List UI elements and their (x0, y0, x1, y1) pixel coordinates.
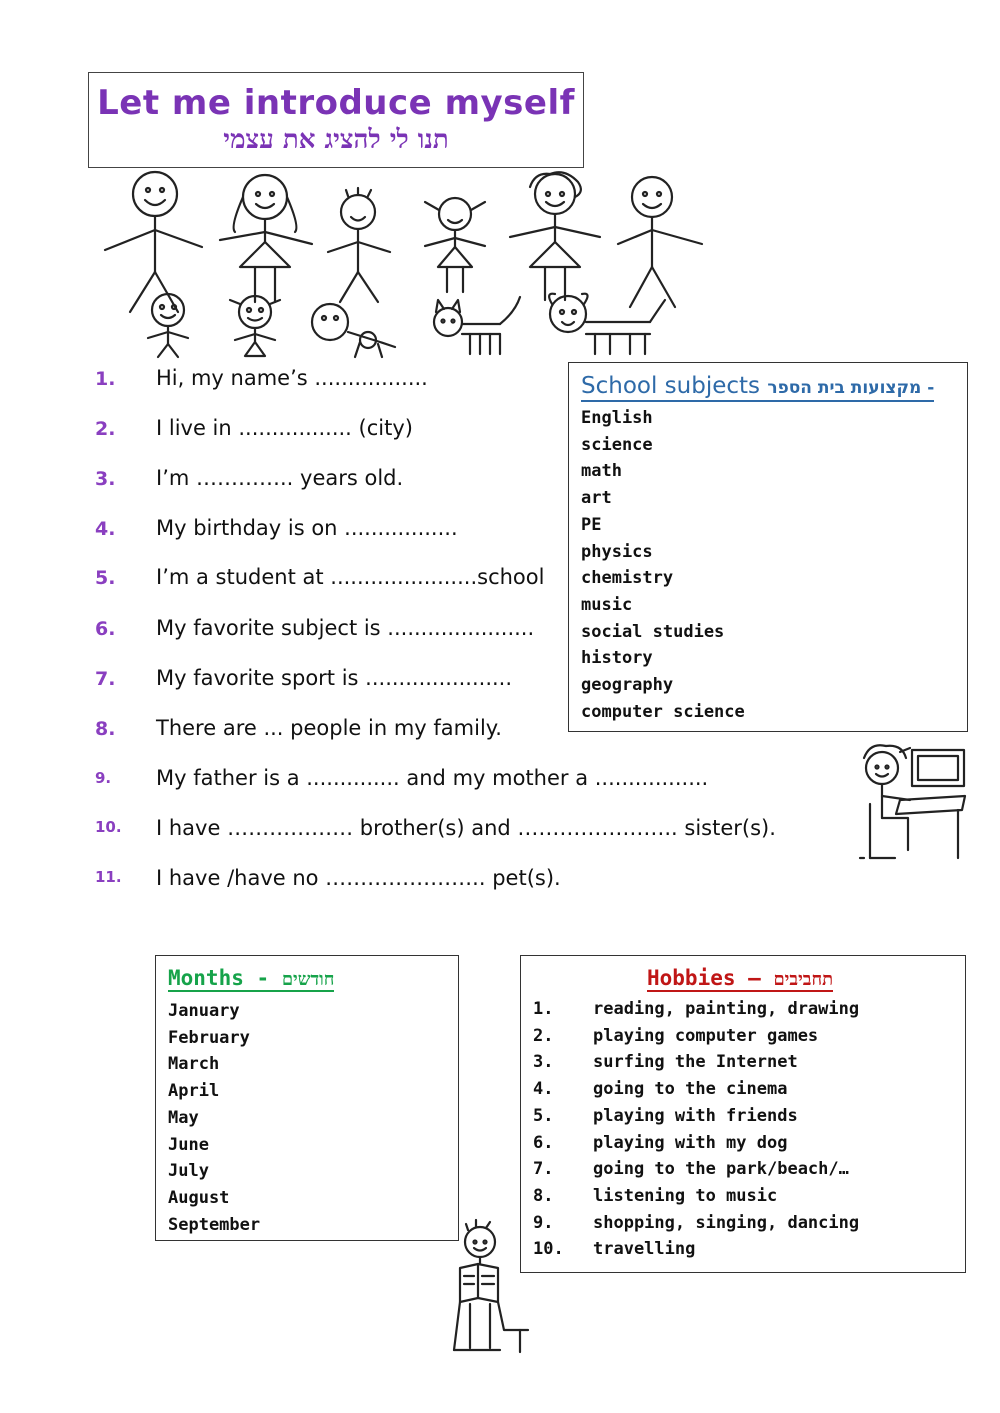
months-box (155, 955, 459, 1241)
list-item (533, 1103, 859, 1130)
list-item: geography (581, 675, 674, 696)
list-item-number: 4. (533, 1079, 554, 1100)
question-number: 9. (95, 769, 112, 787)
hobbies-title-en: Hobbies – (647, 966, 761, 990)
stick-figure-father (105, 172, 202, 312)
list-item-number: 3. (533, 1052, 554, 1073)
list-item (533, 996, 859, 1023)
list-item: September (168, 1214, 261, 1235)
question-text: I’m a student at ......................school (156, 565, 545, 589)
list-item: June (168, 1134, 209, 1155)
list-item: physics (581, 541, 653, 562)
question-number: 5. (95, 567, 116, 589)
list-item-number: 10. (533, 1239, 564, 1260)
months-title (168, 966, 334, 992)
question-text: My favorite subject is ...................... (156, 616, 535, 640)
list-item-text: surfing the Internet (593, 1052, 798, 1073)
list-item-text: playing with friends (593, 1105, 798, 1126)
dog-drawing (549, 294, 665, 354)
list-item-text: reading, painting, drawing (593, 999, 860, 1019)
list-item-number: 2. (533, 1025, 554, 1046)
list-item: music (581, 594, 633, 615)
question-number: 3. (95, 468, 116, 490)
question-text: I live in ................. (city) (156, 416, 413, 440)
list-item: July (168, 1161, 209, 1182)
list-item-number: 8. (533, 1185, 554, 1206)
list-item: chemistry (581, 568, 674, 589)
list-item (533, 1076, 859, 1103)
family-stick-figures-illustration (90, 172, 710, 357)
list-item: August (168, 1187, 230, 1208)
list-item (533, 1049, 859, 1076)
cat-drawing (434, 297, 520, 354)
list-item: English (581, 408, 653, 428)
school-subjects-box (568, 362, 968, 732)
list-item (533, 1183, 859, 1210)
stick-figure-small-girl (230, 296, 280, 356)
question-text: I have /have no ………………….. pet(s). (156, 866, 561, 890)
list-item: January (168, 1001, 240, 1021)
question-text: I have ……………… brother(s) and ………………….. sister(s). (156, 816, 776, 840)
question-number: 7. (95, 668, 116, 690)
question-number: 10. (95, 818, 122, 836)
stick-figure-small-boy (148, 294, 188, 357)
list-item: February (168, 1027, 250, 1048)
question-number: 1. (95, 368, 116, 390)
stick-figure-grandfather (618, 177, 702, 307)
stick-figure-grandmother (510, 172, 600, 300)
list-item-number: 9. (533, 1212, 554, 1233)
page-title-hebrew: תנו לי להציג את עצמי (223, 125, 449, 155)
months-list (168, 998, 260, 1238)
list-item-text: going to the cinema (593, 1079, 788, 1100)
stick-figure-girl (425, 198, 485, 292)
stick-figure-baby (312, 304, 395, 357)
question-text: My birthday is on ................. (156, 516, 458, 540)
school-subjects-title-he: - מקצועות בית הספר (767, 378, 935, 398)
list-item-number: 6. (533, 1132, 554, 1153)
list-item-text: playing computer games (593, 1025, 819, 1046)
question-number: 11. (95, 868, 122, 886)
list-item: art (581, 488, 612, 509)
question-number: 2. (95, 418, 116, 440)
hobbies-box (520, 955, 966, 1273)
list-item: March (168, 1054, 220, 1075)
list-item (533, 1156, 859, 1183)
list-item-number: 5. (533, 1105, 554, 1126)
list-item: science (581, 434, 653, 455)
list-item-text: going to the park/beach/… (593, 1159, 849, 1180)
list-item-text: travelling (593, 1239, 696, 1260)
list-item-text: playing with my dog (593, 1132, 788, 1153)
list-item-text: listening to music (593, 1185, 778, 1206)
kid-reading-illustration (440, 1220, 540, 1360)
question-text: Hi, my name’s ................. (156, 366, 428, 390)
list-item: social studies (581, 621, 725, 642)
question-text: My father is a .............. and my mother a ................. (156, 766, 709, 790)
question-text: There are ... people in my family. (156, 716, 502, 740)
list-item-number: 1. (533, 999, 554, 1019)
question-number: 4. (95, 518, 116, 540)
list-item: PE (581, 514, 602, 535)
kid-at-computer-illustration (850, 740, 970, 865)
list-item-text: shopping, singing, dancing (593, 1212, 860, 1233)
school-subjects-list (581, 405, 745, 725)
question-text: My favorite sport is ...................... (156, 666, 513, 690)
list-item (533, 1023, 859, 1050)
page-title: Let me introduce myself (97, 83, 575, 123)
hobbies-title (647, 966, 833, 992)
title-box (88, 72, 584, 168)
list-item: history (581, 648, 653, 669)
hobbies-list (533, 996, 859, 1263)
stick-figure-mother (220, 175, 312, 302)
school-subjects-title-en: School subjects (581, 373, 761, 399)
months-title-en: Months - (168, 966, 270, 990)
question-text: I’m ………….. years old. (156, 466, 404, 490)
list-item: computer science (581, 701, 745, 722)
question-number: 8. (95, 718, 116, 740)
list-item: math (581, 461, 622, 482)
school-subjects-title (581, 373, 934, 402)
list-item (533, 1130, 859, 1157)
stick-figure-boy (328, 188, 390, 302)
list-item (533, 1210, 859, 1237)
list-item: May (168, 1107, 199, 1128)
question-number: 6. (95, 618, 116, 640)
list-item-number: 7. (533, 1159, 554, 1180)
months-title-he: חודשים (281, 969, 335, 990)
list-item (533, 1236, 859, 1263)
hobbies-title-he: תחביבים (773, 969, 834, 990)
list-item: April (168, 1081, 220, 1102)
